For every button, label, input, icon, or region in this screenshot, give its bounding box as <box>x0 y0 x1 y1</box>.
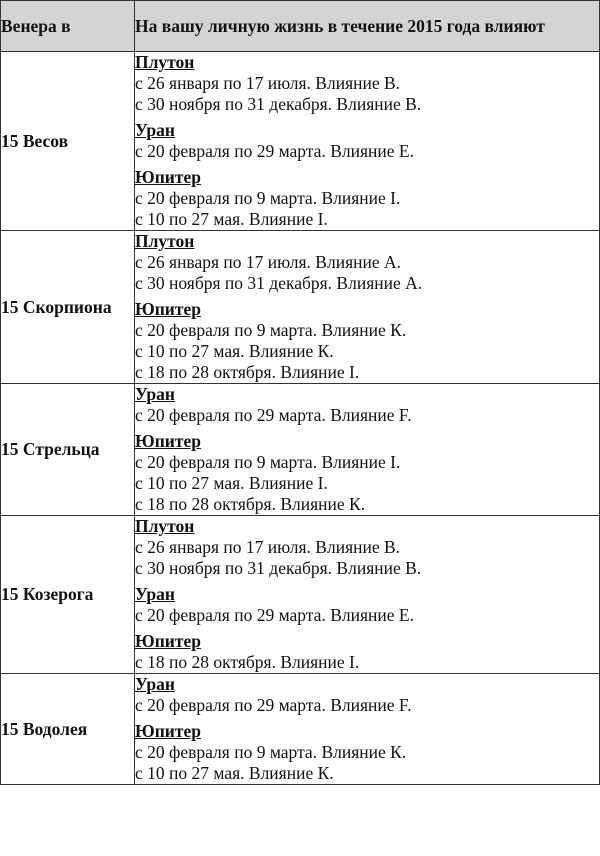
planet-name: Уран <box>135 120 175 140</box>
planet-name: Юпитер <box>135 721 201 741</box>
table-row <box>1 231 600 384</box>
planet-influences <box>135 516 600 674</box>
planet-influences <box>135 52 600 231</box>
influence-period: с 26 января по 17 июля. Влияние В. <box>135 73 401 93</box>
influence-period: с 20 февраля по 9 марта. Влияние К. <box>135 320 407 340</box>
influence-period: с 20 февраля по 29 марта. Влияние Е. <box>135 141 414 161</box>
influence-period: с 20 февраля по 29 марта. Влияние F. <box>135 405 412 425</box>
planet-group <box>135 231 599 294</box>
planet-name: Уран <box>135 384 175 404</box>
influence-period: с 10 по 27 мая. Влияние К. <box>135 341 334 361</box>
venus-position: 15 Козерога <box>1 516 135 674</box>
influence-period: с 26 января по 17 июля. Влияние А. <box>135 252 402 272</box>
table-row <box>1 52 600 231</box>
planet-group <box>135 674 599 716</box>
planet-name: Юпитер <box>135 431 201 451</box>
planet-name: Уран <box>135 584 175 604</box>
planet-group <box>135 52 599 115</box>
planet-group <box>135 631 599 673</box>
venus-position: 15 Стрельца <box>1 384 135 516</box>
planet-influences <box>135 674 600 785</box>
planet-name: Юпитер <box>135 299 201 319</box>
influence-period: с 10 по 27 мая. Влияние I. <box>135 473 328 493</box>
influence-period: с 30 ноября по 31 декабря. Влияние В. <box>135 94 422 114</box>
influence-period: с 30 ноября по 31 декабря. Влияние А. <box>135 273 423 293</box>
header-influences: На вашу личную жизнь в течение 2015 года влияют <box>135 1 600 52</box>
planet-name: Юпитер <box>135 631 201 651</box>
venus-position: 15 Водолея <box>1 674 135 785</box>
planet-group <box>135 120 599 162</box>
planet-group <box>135 167 599 230</box>
influence-period: с 18 по 28 октября. Влияние К. <box>135 494 366 514</box>
table-body <box>1 52 600 785</box>
planet-group <box>135 721 599 784</box>
table-row <box>1 674 600 785</box>
influence-period: с 20 февраля по 29 марта. Влияние Е. <box>135 605 414 625</box>
influence-period: с 10 по 27 мая. Влияние I. <box>135 209 328 229</box>
influence-period: с 20 февраля по 9 марта. Влияние I. <box>135 188 401 208</box>
influence-period: с 30 ноября по 31 декабря. Влияние В. <box>135 558 422 578</box>
planet-name: Уран <box>135 674 175 694</box>
influence-period: с 10 по 27 мая. Влияние К. <box>135 763 334 783</box>
influence-period: с 20 февраля по 9 марта. Влияние I. <box>135 452 401 472</box>
planet-influences <box>135 231 600 384</box>
influence-period: с 18 по 28 октября. Влияние I. <box>135 362 360 382</box>
table-row <box>1 516 600 674</box>
planet-name: Плутон <box>135 516 195 536</box>
header-venus-in: Венера в <box>1 1 135 52</box>
venus-position: 15 Весов <box>1 52 135 231</box>
venus-position: 15 Скорпиона <box>1 231 135 384</box>
table-row <box>1 384 600 516</box>
planet-name: Юпитер <box>135 167 201 187</box>
header-row <box>1 1 600 52</box>
planet-name: Плутон <box>135 231 195 251</box>
influence-period: с 20 февраля по 9 марта. Влияние К. <box>135 742 407 762</box>
planet-influences <box>135 384 600 516</box>
planet-group <box>135 384 599 426</box>
planet-group <box>135 431 599 515</box>
influence-period: с 18 по 28 октября. Влияние I. <box>135 652 360 672</box>
planet-group <box>135 516 599 579</box>
planet-group <box>135 584 599 626</box>
influence-period: с 26 января по 17 июля. Влияние В. <box>135 537 401 557</box>
planet-name: Плутон <box>135 52 195 72</box>
influence-period: с 20 февраля по 29 марта. Влияние F. <box>135 695 412 715</box>
planet-group <box>135 299 599 383</box>
